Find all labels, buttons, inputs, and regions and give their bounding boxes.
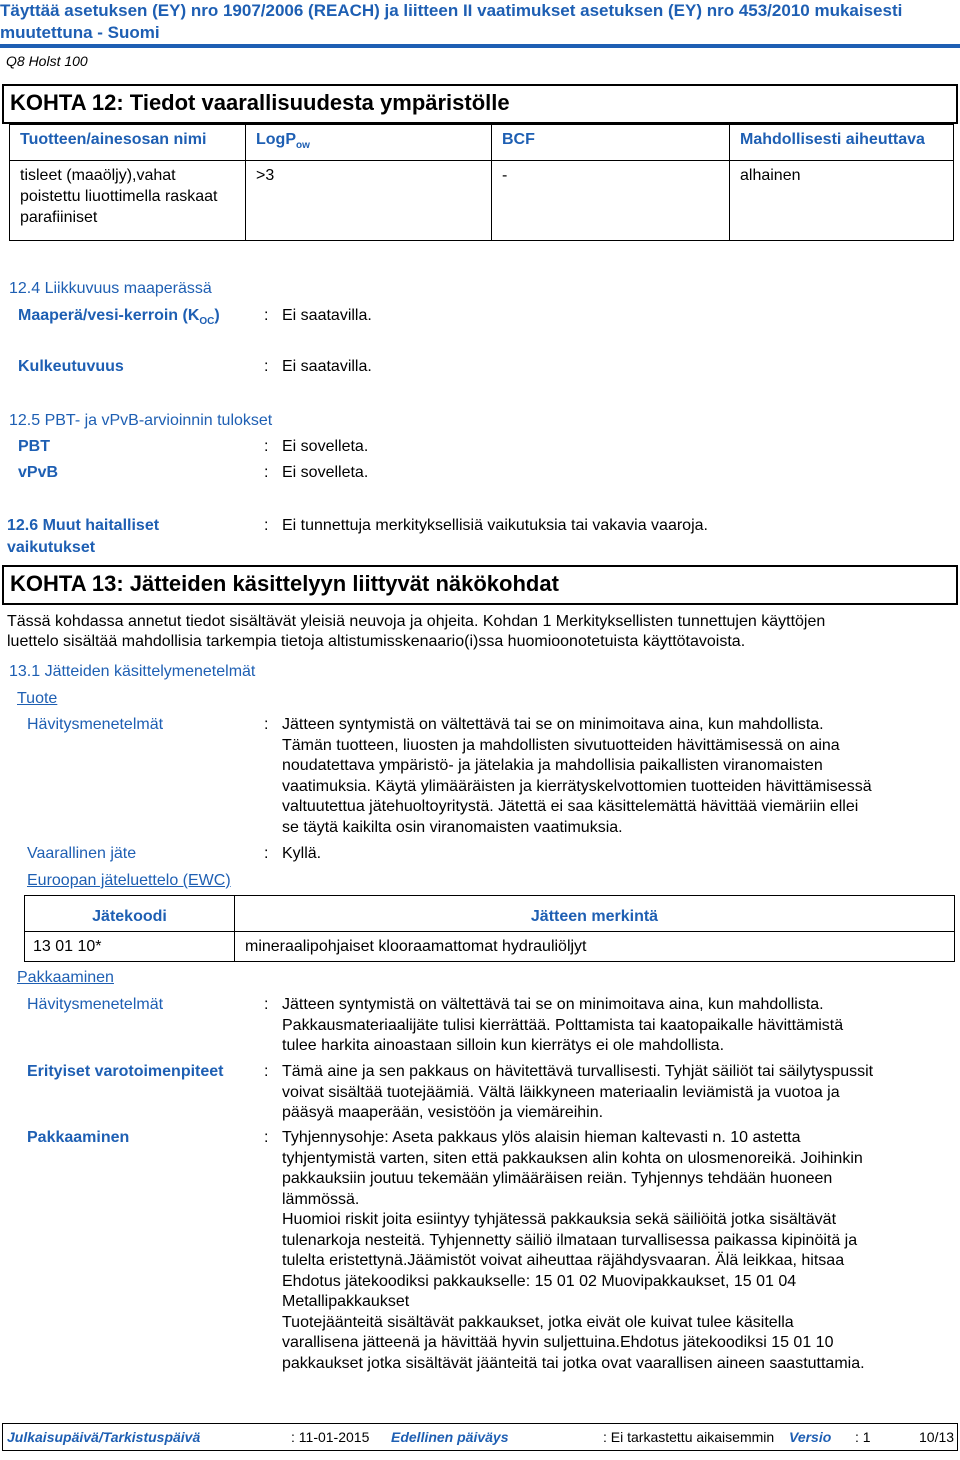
colon: :: [264, 358, 269, 375]
subsection-12-4-title: 12.4 Liikkuvuus maaperässä: [9, 280, 212, 297]
col-header-logp: [246, 125, 492, 161]
ewc-table: [24, 895, 955, 962]
previous-date-value: : Ei tarkastettu aikaisemmin: [603, 1429, 775, 1445]
product-name: Q8 Holst 100: [6, 53, 88, 69]
col-header-potential: Mahdollisesti aiheuttava: [730, 125, 954, 161]
colon: :: [264, 1129, 269, 1146]
colon: :: [264, 307, 269, 324]
cell-logp: >3: [246, 161, 492, 241]
colon: :: [264, 996, 269, 1013]
regulation-title-line1: Täyttää asetuksen (EY) nro 1907/2006 (REACH) ja liitteen II vaatimukset asetuksen (EY) nro 453/2010 mukaisesti: [0, 1, 903, 20]
pbt-label: PBT: [18, 438, 50, 455]
pakkaus-havitys-value: Jätteen syntymistä on vältettävä tai se on minimoitava aina, kun mahdollista. Pakkausmateriaalijäte tulisi kierrättää. Polttamista tai kaatopaikalle hävittämistä tulee harkita ainoastaan silloin kun kierrätys ei ole mahdollista.: [282, 996, 844, 1054]
pakkaaminen-value: Tyhjennysohje: Aseta pakkaus ylös alaisin hieman kaltevasti n. 10 astetta tyhjentymistä varten, siten että pakkauksen alin kohta on ulosmenoreikä. Joihinkin pakkauksiin joutuu tekemään ylimääräisen reiän. Tyhjennys tehdään huoneen lämmössä. Huomioi riskit joita esiintyy tyhjätessä pakkauksia sekä säiliöitä jotka sisältävät tulenarkoja nesteitä. Tyhjennetty säiliö ilmataan turvallisessa paikassa kipinöitä ja tulelta eristettynä.Jäämistöt voivat aiheuttaa räjähdysvaaran. Älä leikkaa, hitsaa Ehdotus jätekoodiksi pakkaukselle: 15 01 02 Muovipakkaukset, 15 01 04 Metallipakkaukset Tuotejäänteitä sisältävät pakkaukset, jotka eivät ole kuivat tulee käsitella varallisena jätteenä ja hävittää hyvin suljettuina.Ehdotus jätekoodiksi 15 01 10 pakkaukset jotka sisältävät jäänteitä tai jotka ovat vaarallisen aineen saastuttamia.: [282, 1129, 865, 1372]
koc-label-text: Maaperä/vesi-kerroin (K: [18, 307, 200, 324]
publication-date-label: Julkaisupäivä/Tarkistuspäivä: [7, 1429, 201, 1445]
version-label: Versio: [789, 1429, 832, 1445]
ewc-col-code: Jätekoodi: [25, 896, 235, 932]
colon: :: [264, 464, 269, 481]
ewc-header-row: [25, 896, 955, 932]
vpvb-value: Ei sovelleta.: [282, 464, 369, 481]
colon: :: [264, 438, 269, 455]
colon: :: [264, 716, 269, 733]
publication-date-value: : 11-01-2015: [291, 1429, 370, 1445]
cell-substance-name: tisleet (maaöljy),vahat poistettu liuottimella raskaat parafiiniset: [10, 161, 246, 241]
ewc-code-cell: 13 01 10*: [25, 932, 235, 962]
page-footer: [2, 1423, 958, 1451]
koc-label: [18, 307, 220, 327]
subsection-12-6-label-line2: vaikutukset: [7, 539, 96, 556]
vpvb-label: vPvB: [18, 464, 59, 481]
vaarallinen-jate-label: Vaarallinen jäte: [27, 845, 137, 862]
subsection-12-5-title: 12.5 PBT- ja vPvB-arvioinnin tulokset: [9, 412, 273, 429]
erityiset-label: Erityiset varotoimenpiteet: [27, 1063, 224, 1080]
subsection-12-6-label-line1: 12.6 Muut haitalliset: [7, 517, 160, 534]
header-rule: [0, 44, 960, 48]
regulation-title-line2: muutettuna - Suomi: [0, 23, 160, 42]
col-header-bcf: BCF: [492, 125, 730, 161]
ewc-desc-cell: mineraalipohjaiset klooraamattomat hydrauliöljyt: [235, 932, 955, 962]
section-13-heading-box: [2, 565, 958, 605]
pakkaaminen-label: Pakkaaminen: [27, 1129, 130, 1146]
erityiset-value: Tämä aine ja sen pakkaus on hävitettävä turvallisesti. Tyhjät säiliöt tai säilytyspussit voivat sisältää tuotejäämiä. Vältä läikkyneen materiaalin leviämistä ja vuotoa ja pääsyä maaperään, vesistöön ja viemäreihin.: [282, 1063, 874, 1121]
previous-date-label: Edellinen päiväys: [391, 1429, 509, 1445]
pbt-value: Ei sovelleta.: [282, 438, 369, 455]
section-13-intro-line2: luettelo sisältää mahdollisia tarkempia tietoja altistumisskenaario(i)ssa huomioonotetuista käyttötavoista.: [7, 633, 746, 650]
colon: :: [264, 845, 269, 862]
tuote-heading: Tuote: [17, 690, 58, 707]
colon: :: [264, 1063, 269, 1080]
table-row: [10, 161, 954, 241]
table-header-row: [10, 125, 954, 161]
kulkeutuvuus-value: Ei saatavilla.: [282, 358, 372, 375]
table-row: [25, 932, 955, 962]
colon: :: [264, 517, 269, 534]
havitysmenetelmat-label: Hävitysmenetelmät: [27, 716, 164, 733]
vaarallinen-jate-value: Kyllä.: [282, 845, 322, 862]
section-12-heading-box: [2, 84, 958, 124]
page-number: 10/13: [919, 1429, 955, 1445]
koc-subscript: OC: [199, 316, 215, 328]
cell-potential: alhainen: [730, 161, 954, 241]
kulkeutuvuus-label: Kulkeutuvuus: [18, 358, 124, 375]
version-value: : 1: [855, 1429, 871, 1445]
pakkaus-havitys-label: Hävitysmenetelmät: [27, 996, 164, 1013]
other-effects-value: Ei tunnettuja merkityksellisiä vaikutuksia tai vakavia vaaroja.: [282, 517, 708, 534]
ewc-col-desc: Jätteen merkintä: [235, 896, 955, 932]
ecotox-table: [9, 124, 954, 241]
section-12-heading: KOHTA 12: Tiedot vaarallisuudesta ympäristölle: [10, 90, 510, 115]
koc-value: Ei saatavilla.: [282, 307, 372, 324]
section-13-intro-line1: Tässä kohdassa annetut tiedot sisältävät yleisiä neuvoja ja ohjeita. Kohdan 1 Merkityksellisten tunnettujen käyttöjen: [7, 613, 826, 630]
pakkaaminen-heading: Pakkaaminen: [17, 969, 114, 986]
logp-subscript: ow: [296, 140, 310, 152]
subsection-13-1-title: 13.1 Jätteiden käsittelymenetelmät: [9, 663, 256, 680]
havitysmenetelmat-value: Jätteen syntymistä on vältettävä tai se on minimoitava aina, kun mahdollista. Tämän tuotteen, liuosten ja mahdollisten sivutuotteiden hävittämisessä on aina noudatettava ympäristö- ja jätelakia ja mahdollisia paikallisten viranomaisten vaatimuksia. Käytä ylimääräisten ja kierrätyskelvottomien tuotteiden hävittämisessä valtuutettua jätehuoltoyritystä. Jätettä ei saa käsittelemättä hävittää viemäriin ellei se täytä kaikilta osin viranomaisten vaatimuksia.: [282, 716, 872, 836]
section-13-heading: KOHTA 13: Jätteiden käsittelyyn liittyvät näkökohdat: [10, 571, 559, 596]
col-header-name: Tuotteen/ainesosan nimi: [10, 125, 246, 161]
ewc-label: Euroopan jäteluettelo (EWC): [27, 872, 231, 889]
cell-bcf: -: [492, 161, 730, 241]
logp-text: LogP: [256, 131, 296, 148]
koc-label-tail: ): [214, 307, 220, 324]
